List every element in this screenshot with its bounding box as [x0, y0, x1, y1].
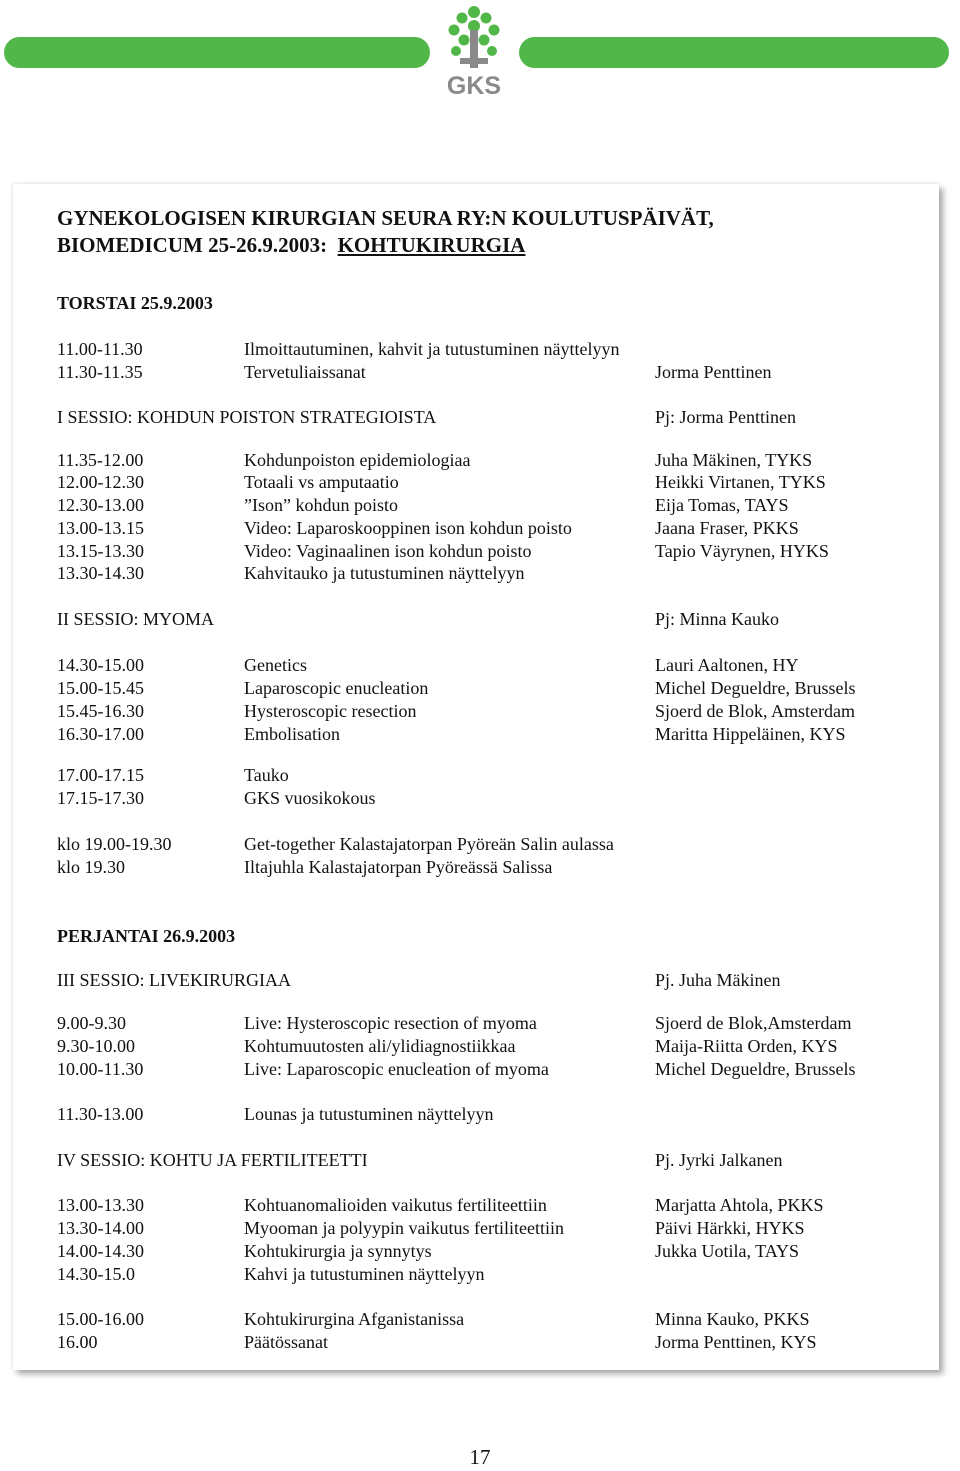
row-topic: Hysteroscopic resection	[244, 701, 417, 721]
row-speaker: Lauri Aaltonen, HY	[655, 655, 799, 675]
row-speaker: Maritta Hippeläinen, KYS	[655, 724, 846, 744]
row-time: 11.00-11.30	[57, 339, 143, 359]
program-row	[0, 1308, 960, 1331]
row-topic: Päätössanat	[244, 1332, 328, 1352]
program-row	[0, 654, 960, 677]
row-time: 14.30-15.0	[57, 1264, 135, 1284]
page-title-line2	[57, 232, 525, 259]
row-time: 17.15-17.30	[57, 788, 144, 808]
row-speaker: Michel Degueldre, Brussels	[655, 678, 856, 698]
program-row	[0, 608, 960, 631]
row-topic: Video: Laparoskooppinen ison kohdun poisto	[244, 518, 572, 538]
row-time: 16.30-17.00	[57, 724, 144, 744]
program-row	[0, 856, 960, 879]
row-time: 15.00-15.45	[57, 678, 144, 698]
row-speaker: Maija-Riitta Orden, KYS	[655, 1036, 838, 1056]
row-time: 15.45-16.30	[57, 701, 144, 721]
row-time: 13.00-13.30	[57, 1195, 144, 1215]
row-speaker: Tapio Väyrynen, HYKS	[655, 541, 829, 561]
row-topic: Kohtukirurgina Afganistanissa	[244, 1309, 465, 1329]
program-row	[0, 1194, 960, 1217]
row-topic: ”Ison” kohdun poisto	[244, 495, 398, 515]
program-row	[0, 723, 960, 746]
row-topic: Myooman ja polyypin vaikutus fertiliteettiin	[244, 1218, 564, 1238]
row-speaker: Jorma Penttinen	[655, 362, 772, 382]
day-heading: PERJANTAI 26.9.2003	[57, 926, 236, 946]
row-topic: Video: Vaginaalinen ison kohdun poisto	[244, 541, 532, 561]
row-time: 11.30-13.00	[57, 1104, 144, 1124]
program-row	[0, 700, 960, 723]
program-row	[0, 494, 960, 517]
row-time: 14.30-15.00	[57, 655, 144, 675]
row-speaker: Jaana Fraser, PKKS	[655, 518, 799, 538]
row-speaker: Pj. Jyrki Jalkanen	[655, 1150, 783, 1170]
row-time: 13.30-14.00	[57, 1218, 144, 1238]
program-row	[0, 969, 960, 992]
program-row	[0, 449, 960, 472]
row-time: 9.00-9.30	[57, 1013, 126, 1033]
program-row	[0, 677, 960, 700]
program-row	[0, 1240, 960, 1263]
program-row	[0, 764, 960, 787]
row-speaker: Pj: Minna Kauko	[655, 609, 779, 629]
row-topic: Get-together Kalastajatorpan Pyöreän Salin aulassa	[244, 834, 614, 854]
row-topic: Kohtukirurgia ja synnytys	[244, 1241, 432, 1261]
title-theme: KOHTUKIRURGIA	[337, 233, 526, 257]
row-topic: Kahvi ja tutustuminen näyttelyyn	[244, 1264, 485, 1284]
program-row	[0, 517, 960, 540]
row-topic: Tauko	[244, 765, 289, 785]
row-topic: Kohdunpoiston epidemiologiaa	[244, 450, 471, 470]
row-time: klo 19.30	[57, 857, 126, 877]
row-topic: Live: Laparoscopic enucleation of myoma	[244, 1059, 549, 1079]
program-row	[0, 1012, 960, 1035]
row-speaker: Päivi Härkki, HYKS	[655, 1218, 805, 1238]
program-row	[0, 1149, 960, 1172]
row-time: 16.00	[57, 1332, 98, 1352]
row-topic: Embolisation	[244, 724, 340, 744]
day-heading: TORSTAI 25.9.2003	[57, 293, 213, 313]
row-time: 11.35-12.00	[57, 450, 144, 470]
row-speaker: Sjoerd de Blok, Amsterdam	[655, 701, 855, 721]
program-row	[0, 1217, 960, 1240]
header-bar-left	[4, 37, 430, 68]
program-row	[0, 562, 960, 585]
program-row	[0, 787, 960, 810]
title-prefix: BIOMEDICUM 25-26.9.2003:	[57, 233, 328, 257]
row-time: 15.00-16.00	[57, 1309, 144, 1329]
row-time: 13.15-13.30	[57, 541, 144, 561]
row-speaker: Heikki Virtanen, TYKS	[655, 472, 826, 492]
page-title-line1: GYNEKOLOGISEN KIRURGIAN SEURA RY:N KOULUTUSPÄIVÄT,	[57, 206, 714, 230]
program-row	[0, 1103, 960, 1126]
row-time: klo 19.00-19.30	[57, 834, 172, 854]
program-row	[0, 1035, 960, 1058]
program-row	[0, 1058, 960, 1081]
row-speaker: Pj. Juha Mäkinen	[655, 970, 781, 990]
row-topic: Laparoscopic enucleation	[244, 678, 429, 698]
row-topic: Genetics	[244, 655, 307, 675]
row-topic: Iltajuhla Kalastajatorpan Pyöreässä Salissa	[244, 857, 553, 877]
row-topic: Kahvitauko ja tutustuminen näyttelyyn	[244, 563, 525, 583]
row-speaker: Pj: Jorma Penttinen	[655, 407, 796, 427]
row-topic: Live: Hysteroscopic resection of myoma	[244, 1013, 537, 1033]
program-row	[0, 338, 960, 361]
page-number: 17	[469, 1445, 491, 1469]
row-time: 12.30-13.00	[57, 495, 144, 515]
gks-logo-text: GKS	[446, 72, 502, 100]
row-time: 13.00-13.15	[57, 518, 144, 538]
row-time: III SESSIO: LIVEKIRURGIAA	[57, 970, 291, 990]
row-time: 17.00-17.15	[57, 765, 144, 785]
row-speaker: Michel Degueldre, Brussels	[655, 1059, 856, 1079]
header-bar-right	[519, 37, 949, 68]
row-topic: GKS vuosikokous	[244, 788, 376, 808]
row-speaker: Jorma Penttinen, KYS	[655, 1332, 817, 1352]
row-time: IV SESSIO: KOHTU JA FERTILITEETTI	[57, 1150, 368, 1170]
program-row	[0, 361, 960, 384]
row-time: 11.30-11.35	[57, 362, 143, 382]
row-speaker: Sjoerd de Blok,Amsterdam	[655, 1013, 852, 1033]
row-time: 13.30-14.30	[57, 563, 144, 583]
program-row	[0, 406, 960, 429]
row-topic: Tervetuliaissanat	[244, 362, 366, 382]
row-speaker: Eija Tomas, TAYS	[655, 495, 789, 515]
program-row	[0, 471, 960, 494]
row-time: 10.00-11.30	[57, 1059, 144, 1079]
program-row	[0, 1263, 960, 1286]
row-topic: Totaali vs amputaatio	[244, 472, 399, 492]
row-topic: Lounas ja tutustuminen näyttelyyn	[244, 1104, 494, 1124]
row-time: 12.00-12.30	[57, 472, 144, 492]
row-topic: Ilmoittautuminen, kahvit ja tutustuminen näyttelyyn	[244, 339, 620, 359]
row-time: II SESSIO: MYOMA	[57, 609, 215, 629]
row-speaker: Marjatta Ahtola, PKKS	[655, 1195, 824, 1215]
row-time: 14.00-14.30	[57, 1241, 144, 1261]
row-topic: Kohtumuutosten ali/ylidiagnostiikkaa	[244, 1036, 516, 1056]
program-row	[0, 540, 960, 563]
row-time: 9.30-10.00	[57, 1036, 135, 1056]
program-row	[0, 1331, 960, 1354]
row-speaker: Juha Mäkinen, TYKS	[655, 450, 813, 470]
program-row	[0, 833, 960, 856]
row-speaker: Minna Kauko, PKKS	[655, 1309, 810, 1329]
row-topic: Kohtuanomalioiden vaikutus fertiliteettiin	[244, 1195, 547, 1215]
row-speaker: Jukka Uotila, TAYS	[655, 1241, 800, 1261]
row-time: I SESSIO: KOHDUN POISTON STRATEGIOISTA	[57, 407, 437, 427]
